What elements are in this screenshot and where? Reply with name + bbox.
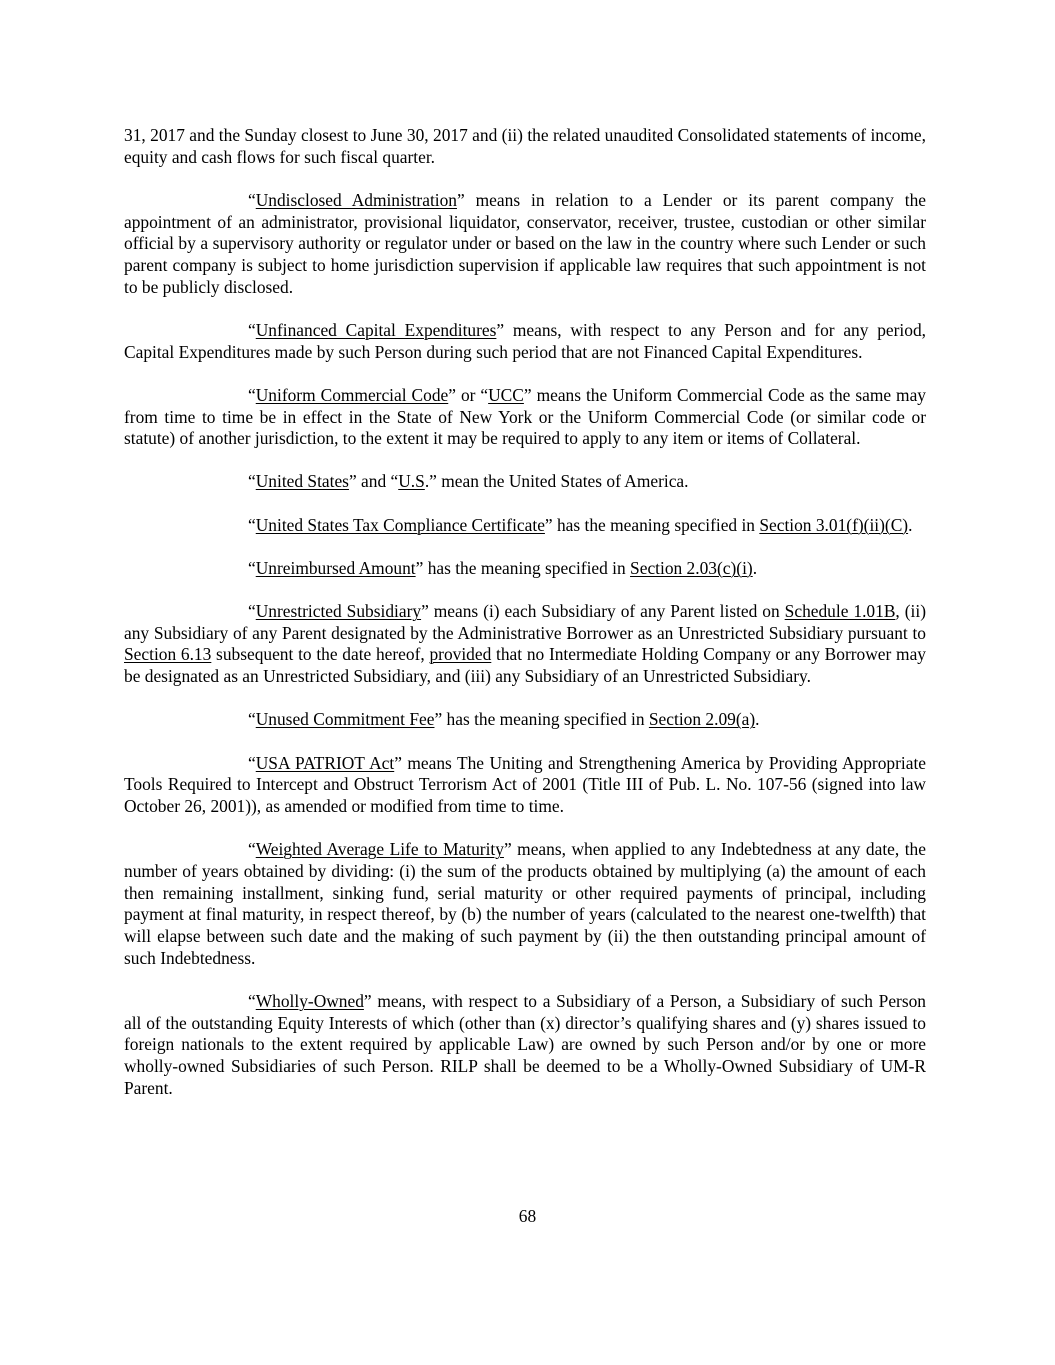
definition-paragraph [124, 839, 926, 969]
underlined-term: United States Tax Compliance Certificate [255, 514, 545, 535]
definition-paragraph [124, 471, 926, 493]
underlined-term: Unused Commitment Fee [255, 709, 435, 730]
paragraph-text: “ [248, 319, 256, 340]
paragraph-text: ” means in relation to a Lender or its parent company the appointment of an administrator, provisional liquidator, conservator, receiver, trustee, custodian or other similar official by a supervisory authority or regulator under or based on the law in the country where such Lender or such parent company is subject to home jurisdiction supervision if applicable law requires that such appointment is not to be publicly disclosed. [124, 189, 926, 297]
underlined-term: Unreimbursed Amount [255, 557, 416, 578]
underlined-term: United States [255, 471, 349, 492]
underlined-term: UCC [488, 384, 524, 405]
underlined-term: Section 2.03(c)(i) [630, 557, 753, 578]
paragraph-text: ” has the meaning specified in [415, 557, 631, 578]
definition-paragraph [124, 558, 926, 580]
document-page-body [124, 125, 926, 1099]
definition-paragraph [124, 753, 926, 818]
paragraph-text: “ [248, 601, 256, 622]
continuation-paragraph [124, 125, 926, 168]
paragraph-text: ” or “ [448, 384, 489, 405]
underlined-term: Section 3.01(f)(ii)(C) [759, 514, 909, 535]
paragraph-text: ” means (i) each Subsidiary of any Parent listed on [421, 601, 785, 622]
underlined-term: USA PATRIOT Act [255, 752, 395, 773]
paragraph-text: ” has the meaning specified in [544, 514, 760, 535]
paragraph-text: , (ii) any Subsidiary of any Parent designated by the Administrative Borrower as an Unrestricted Subsidiary pursuant to [124, 601, 926, 643]
underlined-term: Section 2.09(a) [648, 709, 756, 730]
paragraph-text: ” means The Uniting and Strengthening America by Providing Appropriate Tools Required to Intercept and Obstruct Terrorism Act of 2001 (Title III of Pub. L. No. 107-56 (signed into law October 26, 2001)), as amended or modified from time to time. [124, 752, 926, 816]
paragraph-text: ” means, with respect to any Person and for any period, Capital Expenditures made by such Person during such period that are not Financed Capital Expenditures. [124, 319, 926, 362]
paragraph-text: “ [248, 189, 256, 210]
underlined-term: Schedule 1.01B [784, 601, 896, 622]
page-number: 68 [518, 1206, 537, 1226]
paragraph-text: “ [248, 384, 256, 405]
definition-paragraph [124, 515, 926, 537]
definition-paragraph [124, 709, 926, 731]
paragraph-text: . [908, 514, 913, 535]
underlined-term: U.S [398, 471, 425, 492]
underlined-term: provided [429, 644, 492, 665]
paragraph-text: “ [248, 752, 256, 773]
underlined-term: Weighted Average Life to Maturity [255, 839, 504, 860]
paragraph-text: ” means the Uniform Commercial Code as the same may from time to time be in effect in the State of New York or the Uniform Commercial Code (or similar code or statute) of another jurisdiction, to the extent it may be required to apply to any item or items of Collateral. [124, 384, 926, 449]
definition-paragraph [124, 190, 926, 299]
underlined-term: Wholly-Owned [255, 990, 364, 1011]
paragraph-text: ” means, when applied to any Indebtedness at any date, the number of years obtained by dividing: (i) the sum of the products obtained by multiplying (a) the amount of each then remaining installment, sinking fund, serial maturity or other required payments of principal, including payment at final maturity, in respect thereof, by (b) the number of years (calculated to the nearest one-twelfth) that will elapse between such date and the making of such payment by (ii) the then outstanding principal amount of such Indebtedness. [124, 839, 926, 968]
paragraph-text: that no Intermediate Holding Company or any Borrower may be designated as an Unrestricted Subsidiary, and (iii) any Subsidiary of an Unrestricted Subsidiary. [124, 644, 926, 687]
paragraph-text: “ [248, 471, 256, 492]
definition-paragraph [124, 991, 926, 1100]
paragraph-text: “ [248, 557, 256, 578]
paragraph-text: ” and “ [348, 471, 399, 492]
underlined-term: Uniform Commercial Code [255, 384, 449, 405]
underlined-term: Section 6.13 [124, 644, 212, 665]
paragraph-text: . [755, 709, 760, 730]
paragraph-text: “ [248, 990, 256, 1011]
paragraph-text: “ [248, 514, 256, 535]
definition-paragraph [124, 385, 926, 450]
underlined-term: Undisclosed Administration [255, 189, 457, 210]
definition-paragraph [124, 320, 926, 363]
underlined-term: Unrestricted Subsidiary [255, 601, 422, 622]
paragraph-text: “ [248, 709, 256, 730]
paragraph-text: ” has the meaning specified in [434, 709, 649, 730]
paragraph-text: subsequent to the date hereof, [211, 644, 430, 665]
underlined-term: Unfinanced Capital Expenditures [255, 319, 497, 340]
paragraph-text: 31, 2017 and the Sunday closest to June 30, 2017 and (ii) the related unaudited Consolidated statements of income, equity and cash flows for such fiscal quarter. [124, 125, 926, 167]
paragraph-text: ” means, with respect to a Subsidiary of a Person, a Subsidiary of such Person all of the outstanding Equity Interests of which (other than (x) director’s qualifying shares and (y) shares issued to foreign nationals to the extent required by applicable Law) are owned by such Person and/or by one or more wholly-owned Subsidiaries of such Person. RILP shall be deemed to be a Wholly-Owned Subsidiary of UM-R Parent. [124, 990, 926, 1098]
paragraph-text: “ [248, 839, 256, 860]
definition-paragraph [124, 601, 926, 688]
paragraph-text: .” mean the United States of America. [424, 471, 689, 492]
paragraph-text: . [752, 557, 758, 578]
